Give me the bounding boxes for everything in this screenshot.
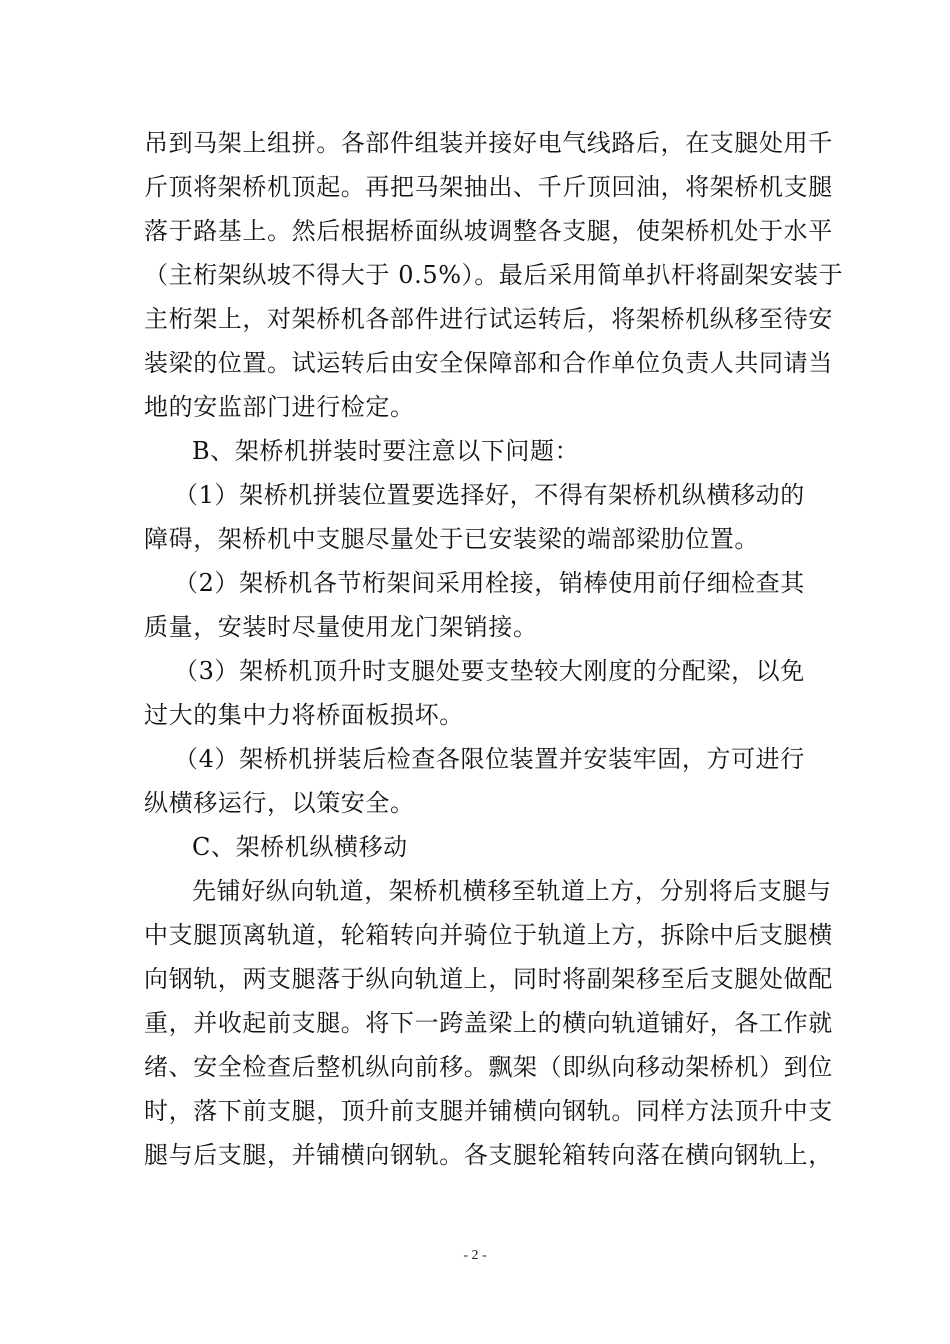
paragraph-1-line-3: 落于路基上。然后根据桥面纵坡调整各支腿，使架桥机处于水平 xyxy=(144,217,833,245)
paragraph-1-line-2: 斤顶将架桥机顶起。再把马架抽出、千斤顶回油，将架桥机支腿 xyxy=(144,173,833,201)
page-number: - 2 - xyxy=(463,1248,487,1263)
item-3-line-2: 过大的集中力将桥面板损坏。 xyxy=(144,701,464,729)
item-4-line-1: （4）架桥机拼装后检查各限位装置并安装牢固，方可进行 xyxy=(174,745,805,773)
item-2-line-2: 质量，安装时尽量使用龙门架销接。 xyxy=(144,613,538,641)
paragraph-1-line-5: 主桁架上，对架桥机各部件进行试运转后，将架桥机纵移至待安 xyxy=(144,305,833,333)
item-4-line-2: 纵横移运行，以策安全。 xyxy=(144,789,415,817)
section-heading-c: C、架桥机纵横移动 xyxy=(192,833,408,861)
section-heading-b: B、架桥机拼装时要注意以下问题： xyxy=(192,437,580,465)
paragraph-1-line-4: （主桁架纵坡不得大于 0.5%）。最后采用简单扒杆将副架安装于 xyxy=(144,261,844,289)
item-1-line-2: 障碍，架桥机中支腿尽量处于已安装梁的端部梁肋位置。 xyxy=(144,525,759,553)
item-2-line-1: （2）架桥机各节桁架间采用栓接，销棒使用前仔细检查其 xyxy=(174,569,805,597)
paragraph-last-line-4: 重，并收起前支腿。将下一跨盖梁上的横向轨道铺好，各工作就 xyxy=(144,1009,833,1037)
item-1-line-1: （1）架桥机拼装位置要选择好，不得有架桥机纵横移动的 xyxy=(174,481,805,509)
paragraph-last-line-7: 腿与后支腿，并铺横向钢轨。各支腿轮箱转向落在横向钢轨上， xyxy=(144,1141,833,1169)
paragraph-last-line-1: 先铺好纵向轨道，架桥机横移至轨道上方，分别将后支腿与 xyxy=(192,877,832,905)
item-3-line-1: （3）架桥机顶升时支腿处要支垫较大刚度的分配梁，以免 xyxy=(174,657,805,685)
paragraph-last-line-6: 时，落下前支腿，顶升前支腿并铺横向钢轨。同样方法顶升中支 xyxy=(144,1097,833,1125)
paragraph-1-line-6: 装梁的位置。试运转后由安全保障部和合作单位负责人共同请当 xyxy=(144,349,833,377)
paragraph-last-line-5: 绪、安全检查后整机纵向前移。飘架（即纵向移动架桥机）到位 xyxy=(144,1053,833,1081)
paragraph-1-line-1: 吊到马架上组拼。各部件组装并接好电气线路后，在支腿处用千 xyxy=(144,129,833,157)
paragraph-1-line-7: 地的安监部门进行检定。 xyxy=(144,393,415,421)
paragraph-last-line-2: 中支腿顶离轨道，轮箱转向并骑位于轨道上方，拆除中后支腿横 xyxy=(144,921,833,949)
paragraph-last-line-3: 向钢轨，两支腿落于纵向轨道上，同时将副架移至后支腿处做配 xyxy=(144,965,833,993)
